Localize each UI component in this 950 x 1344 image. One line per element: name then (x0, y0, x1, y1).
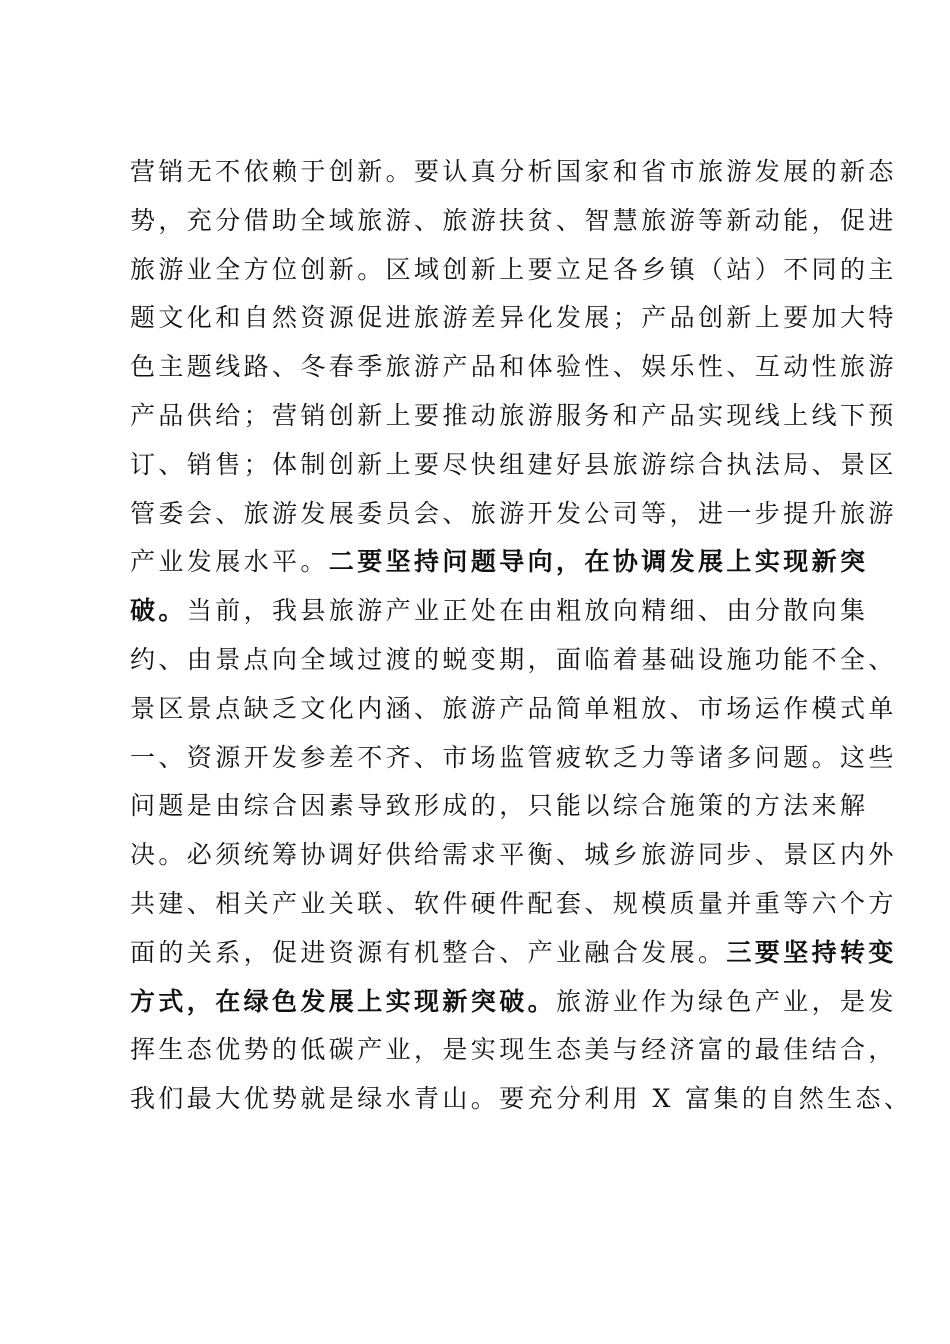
text-line (130, 782, 869, 831)
text-line (130, 148, 897, 197)
text-line (130, 246, 897, 295)
text-line (130, 880, 897, 929)
text-run: 色主题线路、冬春季旅游产品和体验性、娱乐性、互动性旅游 (130, 352, 897, 382)
text-run: 一、资源开发参差不齐、市场监管疲软乏力等诸多问题。这些 (130, 742, 897, 772)
text-line (130, 197, 897, 246)
text-run: 势，充分借助全域旅游、旅游扶贫、智慧旅游等新动能，促进 (130, 205, 897, 235)
text-run: 共建、相关产业关联、软件硬件配套、规模质量并重等六个方 (130, 888, 897, 918)
text-line (130, 294, 897, 343)
text-line (130, 1075, 913, 1124)
text-line (130, 392, 897, 441)
body-paragraph (130, 148, 913, 1124)
text-line (130, 685, 897, 734)
text-run: 产业发展水平。 (130, 547, 329, 577)
bold-text-run: 三要坚持转变 (726, 937, 897, 967)
text-run: 营销无不依赖于创新。要认真分析国家和省市旅游发展的新态 (130, 157, 897, 186)
text-line (130, 636, 897, 685)
text-run: 面的关系，促进资源有机整合、产业融合发展。 (130, 937, 727, 967)
text-line (130, 587, 869, 636)
bold-text-run: 破。 (130, 596, 187, 626)
text-run: 旅游业作为绿色产业，是发 (556, 986, 897, 1016)
text-run: 旅游业全方位创新。区域创新上要立足各乡镇（站）不同的主 (130, 254, 897, 284)
text-line (130, 1026, 897, 1075)
text-run: 订、销售；体制创新上要尽快组建好县旅游综合执法局、景区 (130, 449, 897, 479)
bold-text-run: 二要坚持问题导向，在协调发展上实现新突 (328, 547, 869, 577)
text-line (130, 538, 869, 587)
text-run: 约、由景点向全域过渡的蜕变期，面临着基础设施功能不全、 (130, 644, 897, 674)
text-line (130, 978, 897, 1027)
text-run: 当前，我县旅游产业正处在由粗放向精细、由分散向集 (186, 596, 869, 626)
text-run: 景区景点缺乏文化内涵、旅游产品简单粗放、市场运作模式单 (130, 693, 897, 723)
text-run: 产品供给；营销创新上要推动旅游服务和产品实现线上线下预 (130, 400, 897, 430)
text-line (130, 831, 897, 880)
text-run: 题文化和自然资源促进旅游差异化发展；产品创新上要加大特 (130, 303, 897, 333)
bold-text-run: 方式，在绿色发展上实现新突破。 (130, 986, 557, 1016)
text-run: 决。必须统筹协调好供给需求平衡、城乡旅游同步、景区内外 (130, 840, 897, 870)
text-run: 我们最大优势就是绿水青山。要充分利用 X 富集的自然生态、 (130, 1084, 913, 1114)
text-run: 挥生态优势的低碳产业，是实现生态美与经济富的最佳结合， (130, 1035, 897, 1065)
text-line (130, 929, 897, 978)
text-run: 问题是由综合因素导致形成的，只能以综合施策的方法来解 (130, 791, 869, 821)
text-run: 管委会、旅游发展委员会、旅游开发公司等，进一步提升旅游 (130, 498, 897, 528)
text-line (130, 734, 897, 783)
text-line (130, 441, 897, 490)
text-line (130, 343, 897, 392)
text-line (130, 490, 897, 539)
